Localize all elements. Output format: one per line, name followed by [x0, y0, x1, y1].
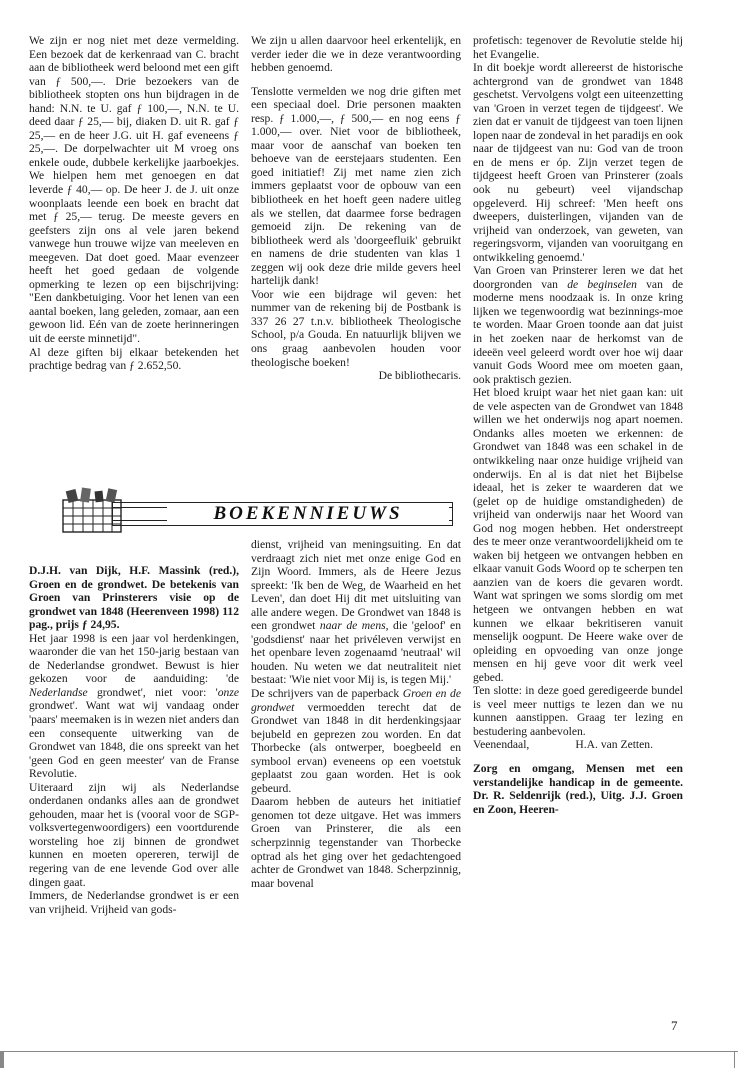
bottom-rule [734, 1052, 735, 1068]
review-signoff: Veenendaal, H.A. van Zetten. [473, 738, 653, 752]
paragraph: Daarom hebben de auteurs het initiatief genomen tot deze uitgave. Het was immers Groen van Prinsterer, die als een scherpzinnig tegenstander van Thorbecke optrad als het ging over het gedachtengoed achter de Grondwet van 1848. Scherpzinnig, maar bovenal [251, 795, 461, 890]
paragraph: Voor wie een bijdrage wil geven: het nummer van de rekening bij de Postbank is 337 26 27 t.n.v. bibliotheek Theologische School, p/a Gouda. En natuurlijk blijven we ons graag aanbevolen houden voor theologische boeken! [251, 287, 461, 369]
paragraph: In dit boekje wordt allereerst de historische achtergrond van de grondwet van 1848 geschetst. Vervolgens volgt een uiteenzetting van 'Groen in verzet tegen de tijdgeest'. We zien dat er vanuit de tijdgeest van toen lijnen lopen naar de zondeval in het paradijs en ook naar de tijdgeest van nu: God van de troon en de mens er óp. Zijn verzet tegen de tijdgeest heeft Groen van Prinsterer (zoals ook nu gebeurt) veel vijandschap opgeleverd. Hij schreef: 'Men heeft ons dweepers, duisterlingen, vijanden van de vrijheid van onderzoek, van geweten, van regeringsvorm, vijanden van vooruitgang en ontwikkeling genoemd.' [473, 61, 683, 264]
section-title: BOEKENNIEUWS [167, 505, 449, 523]
paragraph: dienst, vrijheid van meningsuiting. En dat verdraagt zich niet met onze enige God en Zijn Woord. Immers, als de Heere Jezus spreekt: 'Ik ben de Weg, de Waarheid en het Leven', dan doet Hij dit met uitsluiting van alle andere wegen. De Grondwet van 1848 is een grondwet naar de mens, die 'geloof' en 'godsdienst' naar het privéleven verwijst en het openbare leven zogenaamd 'neutraal' wil houden. Nu weten we dat neutraliteit niet bestaat: 'Wie niet voor Mij is, is tegen Mij.' [251, 538, 461, 687]
paragraph: Van Groen van Prinsterer leren we dat het doorgronden van de beginselen van de moderne mens noodzaak is. In onze kring lijken we tegenwoordig wat bezinnings-moe te worden. Maar Groen toonde aan dat juist in het zoeken naar de herkomst van de ideeën veel geleerd wordt over hoe wij daar vanuit Gods Woord mee om moeten gaan, ook praktisch gezien. [473, 264, 684, 386]
column-3 [473, 34, 683, 816]
paragraph: profetisch: tegenover de Revolutie stelde hij het Evangelie. [473, 34, 683, 61]
paragraph: Ten slotte: in deze goed geredigeerde bundel is veel meer nuttigs te lezen dan we nu kunnen aanstippen. Graag ter lezing en bestudering aanbevolen. [473, 684, 683, 738]
boekennieuws-banner [27, 486, 465, 534]
paragraph: We zijn er nog niet met deze vermelding. Een bezoek dat de kerkenraad van C. bracht aan de bibliotheek werd beloond met een gift van ƒ 500,—. Drie bezoekers van de bibliotheek stopten ons hun bijdragen in de hand: N.N. te U. gaf ƒ 100,—, N.N. te U. deed daar ƒ 25,— bij, diaken D. uit R. gaf ƒ 25,— en de heer J.G. uit H. gaf eveneens ƒ 25,—. De dorpelwachter uit M vroeg ons enkele oude, dubbele kerkelijke jaarboekjes. We hielpen hem met genoegen en dat leverde ƒ 40,— op. De heer J. de J. uit onze woonplaats leende een boek en bracht dat met ƒ 25,— terug. De meeste gevers en geefsters zijn ons al vele jaren bekend vanwege hun trouwe wijze van meeleven en meegeven. Dat doet goed. Maar evenzeer heeft het goed gedaan de volgende opmerking te lezen op een bijschrijving: "Een dankbetuiging. Voor het lenen van een aantal boeken, lang geleden, zomaar, aan een gewoon lid. Eén van de zoete herinneringen uit de eerste minnetijd". [29, 34, 239, 346]
paragraph: De schrijvers van de paperback Groen en de grondwet vermoedden terecht dat de Grondwet van 1848 in dit herdenkingsjaar bejubeld en geprezen zou worden. En dat Thorbecke (als ontwerper, boegbeeld en symbool ervan) eveneens op een voetstuk geplaatst zou gaan worden. Het is ook gebeurd. [251, 687, 461, 795]
column-1-top [29, 34, 239, 373]
paragraph: Immers, de Nederlandse grondwet is er een van vrijheid. Vrijheid van gods- [29, 889, 239, 916]
column-1-bottom [29, 564, 239, 916]
column-2-top [251, 34, 461, 383]
paragraph: Tenslotte vermelden we nog drie giften met een speciaal doel. Drie personen maakten resp. ƒ 1.000,—, ƒ 500,— en nog eens ƒ 1.000,— over. Niet voor de bibliotheek, maar voor de aanschaf van boeken ten behoeve van de eerstejaars studenten. Een goed initiatief! Zij met name zien zich immers geplaatst voor de opbouw van een bibliotheek en het hoeft geen nadere uitleg als we stellen, dat daarmee forse bedragen gemoeid zijn. De rekening van de bibliotheek werd als 'doorgeefluik' gebruikt en namens de drie studenten van klas 1 zeggen wij ook deze drie milde gevers heel hartelijk dank! [251, 84, 461, 288]
page-number: 7 [671, 1018, 678, 1033]
column-2-bottom [251, 538, 461, 890]
paragraph: Uiteraard zijn wij als Nederlandse onderdanen ondanks alles aan de grondwet gehouden, maar het is (vooral voor de SGP-volksvertegenwoordigers) een voortdurende worsteling hoe zij binnen de grondwet kunnen en moeten opereren, terwijl de regering van de ene levende God over alle dingen gaat. [29, 780, 239, 889]
signature: De bibliothecaris. [378, 369, 461, 383]
paragraph: Al deze giften bij elkaar betekenden het prachtige bedrag van ƒ 2.652,50. [29, 345, 239, 373]
paragraph: Het bloed kruipt waar het niet gaan kan: uit de vele aspecten van de Grondwet van 1848 willen we het onderwijs nog apart noemen. Ondanks alles moeten we erkennen: de Grondwet van 1848 was een schakel in de ontwikkeling naar onze huidige vrijheid van onderwijs. En al is dat niet het Bijbelse ideaal, het is zeker te waarderen dat we (gelet op de huidige omstandigheden) de vrijheid van onderwijs naar het Woord van God nog mogen hebben. Het onderstreept des te meer onze verantwoordelijkheid om te waken bij hetgeen we ontvangen hebben en elkaar vanuit Gods Woord op te scherpen ten aanzien van de koers die gevaren wordt. Want wat springen we soms slordig om met hetgeen we ontvangen hebben en wat kunnen we elkaar bekritiseren vanuit menselijk oogpunt. De Heere wake over de opleiding en opvoeding van onze jonge mensen en hij geve voor dit werk veel gebed. [473, 386, 683, 684]
book-heading: Zorg en omgang, Mensen met een verstandelijke handicap in de gemeente. Dr. R. Seldenrijk (red.), Uitg. J.J. Groen en Zoon, Heeren- [473, 761, 683, 816]
paragraph: Het jaar 1998 is een jaar vol herdenkingen, waaronder die van het 150-jarig bestaan van de Nederlandse grondwet. Bewust is hier gekozen voor de aanduiding: 'de Nederlandse grondwet', niet voor: 'onze grondwet'. Want wat wij vandaag onder 'paars' meemaken is in wezen niet anders dan een consequente uitwerking van de Grondwet van 1848, die ons spreekt van het 'geen God en geen meester' van de Franse Revolutie. [29, 631, 239, 781]
book-heading: D.J.H. van Dijk, H.F. Massink (red.), Groen en de grondwet. De betekenis van Groen van Prinsterers visie op de grondwet van 1848 (Heerenveen 1998) 112 pag., prijs ƒ 24,95. [29, 564, 239, 632]
bottom-rule [0, 1051, 738, 1052]
paragraph: We zijn u allen daarvoor heel erkentelijk, en verder ieder die we in deze verantwoording hebben genoemd. [251, 34, 461, 75]
bottom-rule [0, 1051, 4, 1068]
